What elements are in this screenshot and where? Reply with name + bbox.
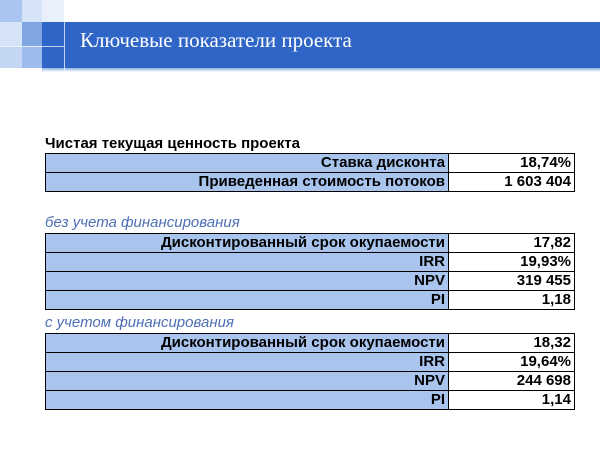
with-financing-heading: с учетом финансирования (45, 314, 234, 331)
row-label: Дисконтированный срок окупаемости (46, 334, 449, 353)
table-row (46, 334, 575, 353)
row-value: 18,74% (449, 154, 575, 173)
row-label: Приведенная стоимость потоков (46, 173, 449, 192)
row-label: Ставка дисконта (46, 154, 449, 173)
table-row (46, 372, 575, 391)
row-value: 244 698 (449, 372, 575, 391)
table-row (46, 234, 575, 253)
row-label: IRR (46, 253, 449, 272)
row-value: 1,18 (449, 291, 575, 310)
row-value: 319 455 (449, 272, 575, 291)
table-row (46, 154, 575, 173)
row-label: NPV (46, 372, 449, 391)
row-value: 17,82 (449, 234, 575, 253)
row-value: 1,14 (449, 391, 575, 410)
row-value: 1 603 404 (449, 173, 575, 192)
table-row (46, 353, 575, 372)
table-row (46, 391, 575, 410)
row-value: 19,64% (449, 353, 575, 372)
row-label: Дисконтированный срок окупаемости (46, 234, 449, 253)
row-label: NPV (46, 272, 449, 291)
row-label: IRR (46, 353, 449, 372)
npv-section-heading: Чистая текущая ценность проекта (45, 135, 300, 152)
slide-title: Ключевые показатели проекта (80, 28, 352, 52)
row-value: 18,32 (449, 334, 575, 353)
npv-table (45, 153, 575, 192)
table-row (46, 272, 575, 291)
table-row (46, 173, 575, 192)
table-row (46, 253, 575, 272)
table-row (46, 291, 575, 310)
with-financing-table (45, 333, 575, 410)
row-label: PI (46, 291, 449, 310)
row-value: 19,93% (449, 253, 575, 272)
row-label: PI (46, 391, 449, 410)
without-financing-table (45, 233, 575, 310)
without-financing-heading: без учета финансирования (45, 214, 240, 231)
